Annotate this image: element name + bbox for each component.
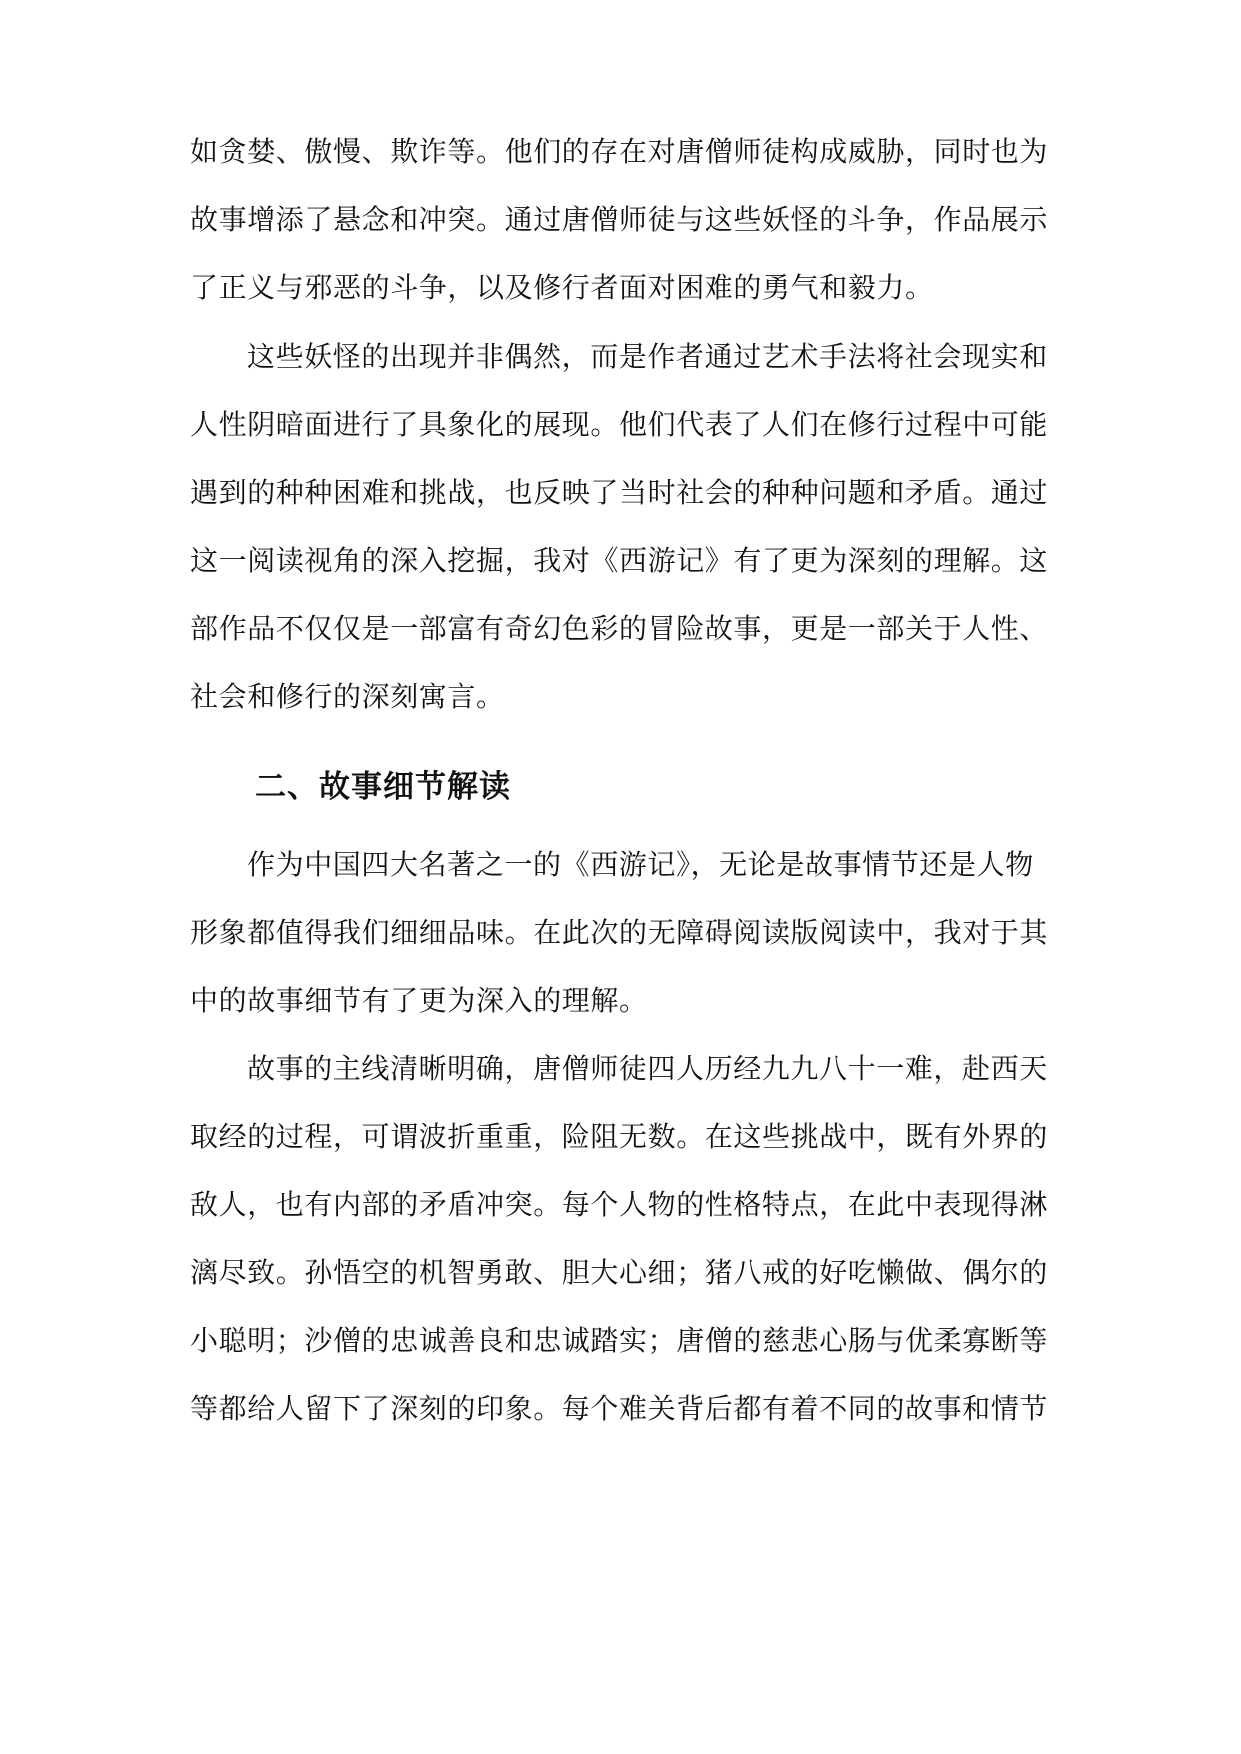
text-line: 小聪明；沙僧的忠诚善良和忠诚踏实；唐僧的慈悲心肠与优柔寡断等 bbox=[190, 1324, 1049, 1357]
text-line: 故事的主线清晰明确，唐僧师徒四人历经九九八十一难，赴西天 bbox=[247, 1052, 1048, 1085]
text-line: 作为中国四大名著之一的《西游记》，无论是故事情节还是人物 bbox=[247, 848, 1034, 881]
text-line: 如贪婪、傲慢、欺诈等。他们的存在对唐僧师徒构成威胁，同时也为 bbox=[190, 135, 1049, 168]
text-line: 中的故事细节有了更为深入的理解。 bbox=[190, 984, 648, 1017]
text-line: 人性阴暗面进行了具象化的展现。他们代表了人们在修行过程中可能 bbox=[190, 408, 1049, 441]
text-line: 这些妖怪的出现并非偶然，而是作者通过艺术手法将社会现实和 bbox=[247, 340, 1048, 373]
text-line: 故事增添了悬念和冲突。通过唐僧师徒与这些妖怪的斗争，作品展示 bbox=[190, 203, 1049, 236]
text-line: 这一阅读视角的深入挖掘，我对《西游记》有了更为深刻的理解。这 bbox=[190, 544, 1049, 577]
text-line: 部作品不仅仅是一部富有奇幻色彩的冒险故事，更是一部关于人性、 bbox=[190, 612, 1049, 645]
text-line: 社会和修行的深刻寓言。 bbox=[190, 680, 505, 713]
text-line: 了正义与邪恶的斗争，以及修行者面对困难的勇气和毅力。 bbox=[190, 271, 934, 304]
section-heading: 二、故事细节解读 bbox=[255, 769, 511, 805]
text-line: 等都给人留下了深刻的印象。每个难关背后都有着不同的故事和情节 bbox=[190, 1392, 1049, 1425]
text-line: 遇到的种种困难和挑战，也反映了当时社会的种种问题和矛盾。通过 bbox=[190, 476, 1049, 509]
text-line: 形象都值得我们细细品味。在此次的无障碍阅读版阅读中，我对于其 bbox=[190, 916, 1049, 949]
text-line: 敌人，也有内部的矛盾冲突。每个人物的性格特点，在此中表现得淋 bbox=[190, 1188, 1049, 1221]
text-line: 漓尽致。孙悟空的机智勇敢、胆大心细；猪八戒的好吃懒做、偶尔的 bbox=[190, 1256, 1049, 1289]
text-line: 取经的过程，可谓波折重重，险阻无数。在这些挑战中，既有外界的 bbox=[190, 1120, 1049, 1153]
